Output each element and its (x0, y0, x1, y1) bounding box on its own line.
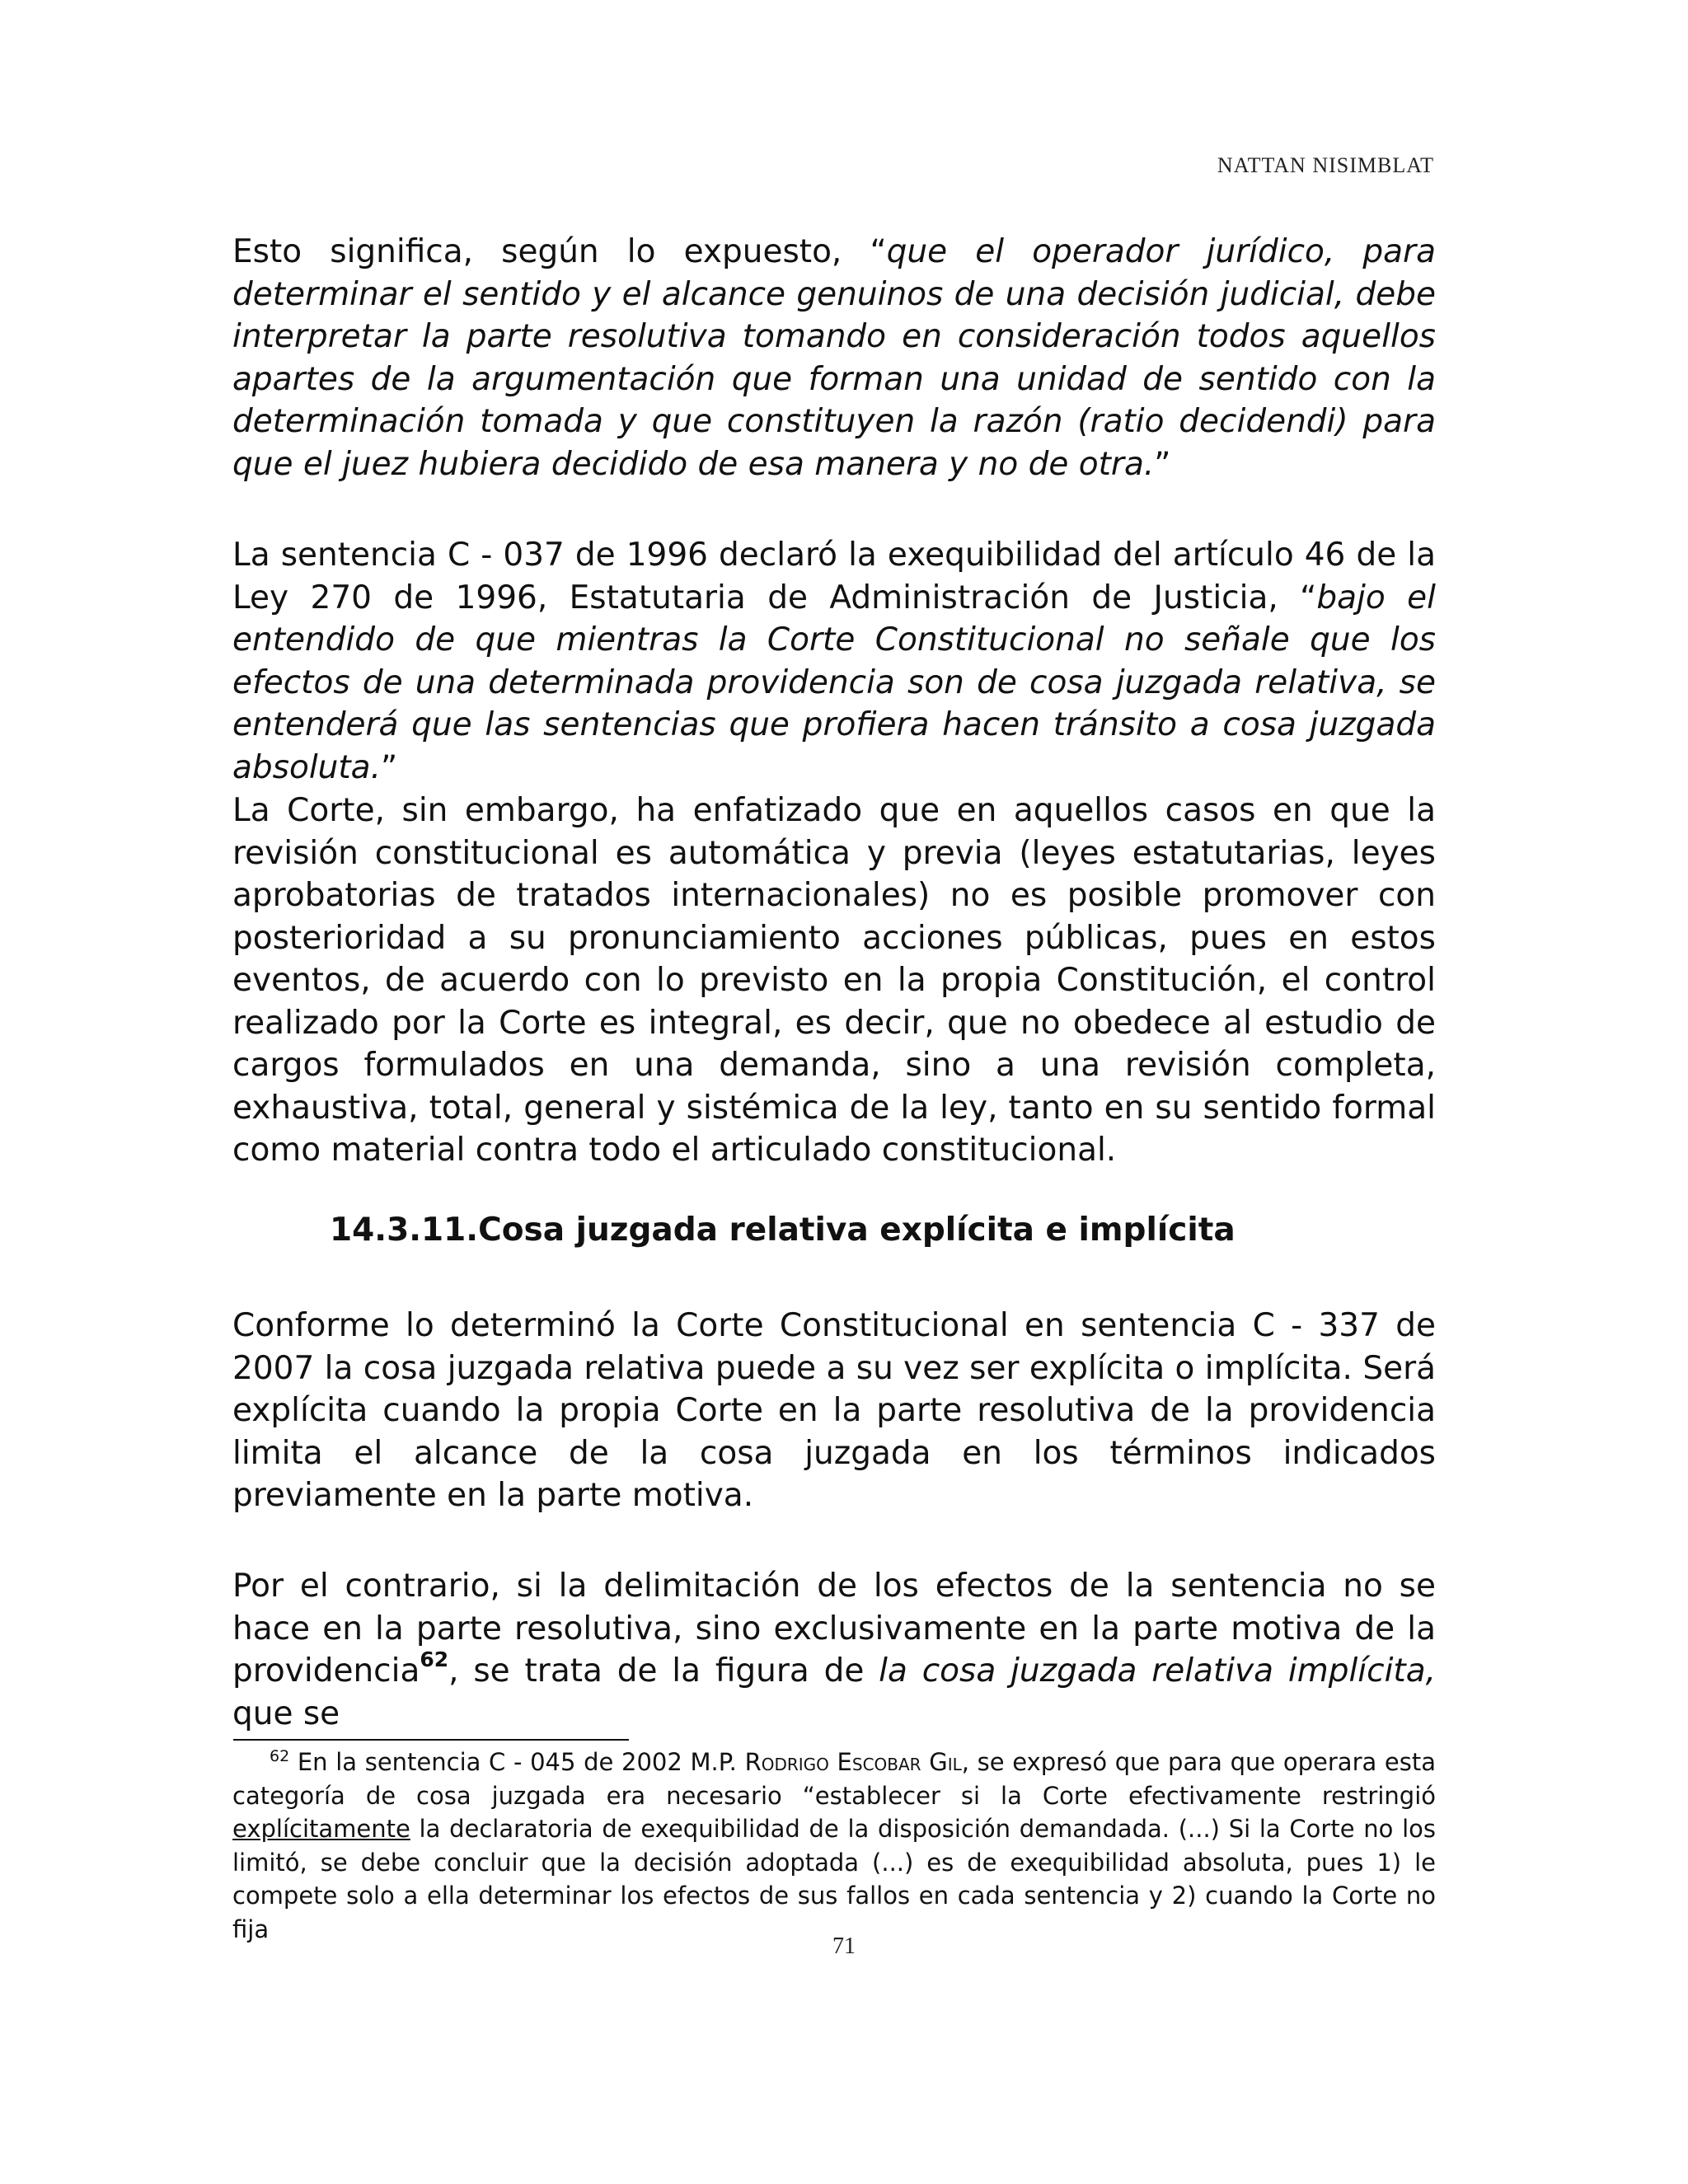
quoted-text: que el operador jurídico, para determinar el sentido y el alcance genuinos de una decisión judicial, debe interpretar la parte resolutiva tomando en consideración todos aquellos apartes de la argumentación que forman una unidad de sentido con la determinación tomada y que constituyen la razón (ratio decidendi) para que el juez hubiera decidido de esa manera y no de otra. (232, 233, 1436, 483)
section-number: 14.3.11. (330, 1212, 479, 1249)
footnote-text-a: En la sentencia C - 045 de 2002 M.P. (297, 1748, 745, 1776)
paragraph-lead: Por el contrario, si la delimitación de los efectos de la sentencia no se hace en la parte resolutiva, sino exclusivamente en la parte motiva de la providencia (232, 1568, 1436, 1690)
paragraph-implicit (232, 1565, 1436, 1735)
page-number: 71 (832, 1933, 856, 1959)
magistrate-name: Rodrigo Escobar Gil (744, 1748, 962, 1776)
paragraph-lead: Esto significa, según lo expuesto, “ (232, 233, 887, 270)
footnote-62 (232, 1746, 1436, 1946)
closing-quote: ” (1154, 445, 1171, 483)
section-title: Cosa juzgada relativa explícita e implícita (478, 1212, 1236, 1249)
paragraph-sentence-c037 (232, 534, 1436, 789)
quoted-text: bajo el entendido de que mientras la Corte Constitucional no señale que los efectos de una determinada providencia son de cosa juzgada relativa, se entenderá que las sentencias que profiera hacen tránsito a cosa juzgada absoluta. (232, 579, 1436, 786)
emphasized-term: la cosa juzgada relativa implícita, (879, 1652, 1436, 1690)
paragraph-tail: que se (232, 1694, 340, 1732)
footnote-separator (233, 1739, 629, 1741)
running-header-author: NATTAN NISIMBLAT (1217, 153, 1434, 177)
closing-quote: ” (380, 748, 398, 786)
footnote-reference[interactable]: 62 (420, 1647, 449, 1671)
paragraph-mid: , se trata de la figura de (448, 1652, 879, 1690)
paragraph-integral-control: La Corte, sin embargo, ha enfatizado que en aquellos casos en que la revisión constitucional es automática y previa (leyes estatutarias, leyes aprobatorias de tratados internacionales) no es posible promover con posterioridad a su pronunciamiento acciones públicas, pues en estos eventos, de acuerdo con lo previsto en la propia Constitución, el control realizado por la Corte es integral, es decir, que no obedece al estudio de cargos formulados en una demanda, sino a una revisión completa, exhaustiva, total, general y sistémica de la ley, tanto en su sentido formal como material contra todo el articulado constitucional. (232, 792, 1436, 1169)
footnote-text-b: , se expresó que para que operara esta categoría de cosa juzgada era necesario “establecer si la Corte efectivamente restringió (232, 1748, 1437, 1810)
paragraph-explicit: Conforme lo determinó la Corte Constitucional en sentencia C - 337 de 2007 la cosa juzgada relativa puede a su vez ser explícita o implícita. Será explícita cuando la propia Corte en la parte resolutiva de la providencia limita el alcance de la cosa juzgada en los términos indicados previamente en la parte motiva. (232, 1307, 1437, 1514)
footnote-text-c: la declaratoria de exequibilidad de la disposición demandada. (...) Si la Corte no los limitó, se debe concluir que la decisión adoptada (...) es de exequibilidad absoluta, pues 1) le compete solo a ella determinar los efectos de sus fallos en cada sentencia y 2) cuando la Corte no fija (232, 1815, 1436, 1943)
section-heading (330, 1212, 1236, 1249)
paragraph-lead: La sentencia C - 037 de 1996 declaró la exequibilidad del artículo 46 de la Ley 270 de 1996, Estatutaria de Administración de Justicia, “ (232, 537, 1436, 616)
footnote-number: 62 (270, 1747, 290, 1765)
paragraph-interpretation (232, 231, 1436, 485)
underlined-term: explícitamente (232, 1815, 410, 1843)
